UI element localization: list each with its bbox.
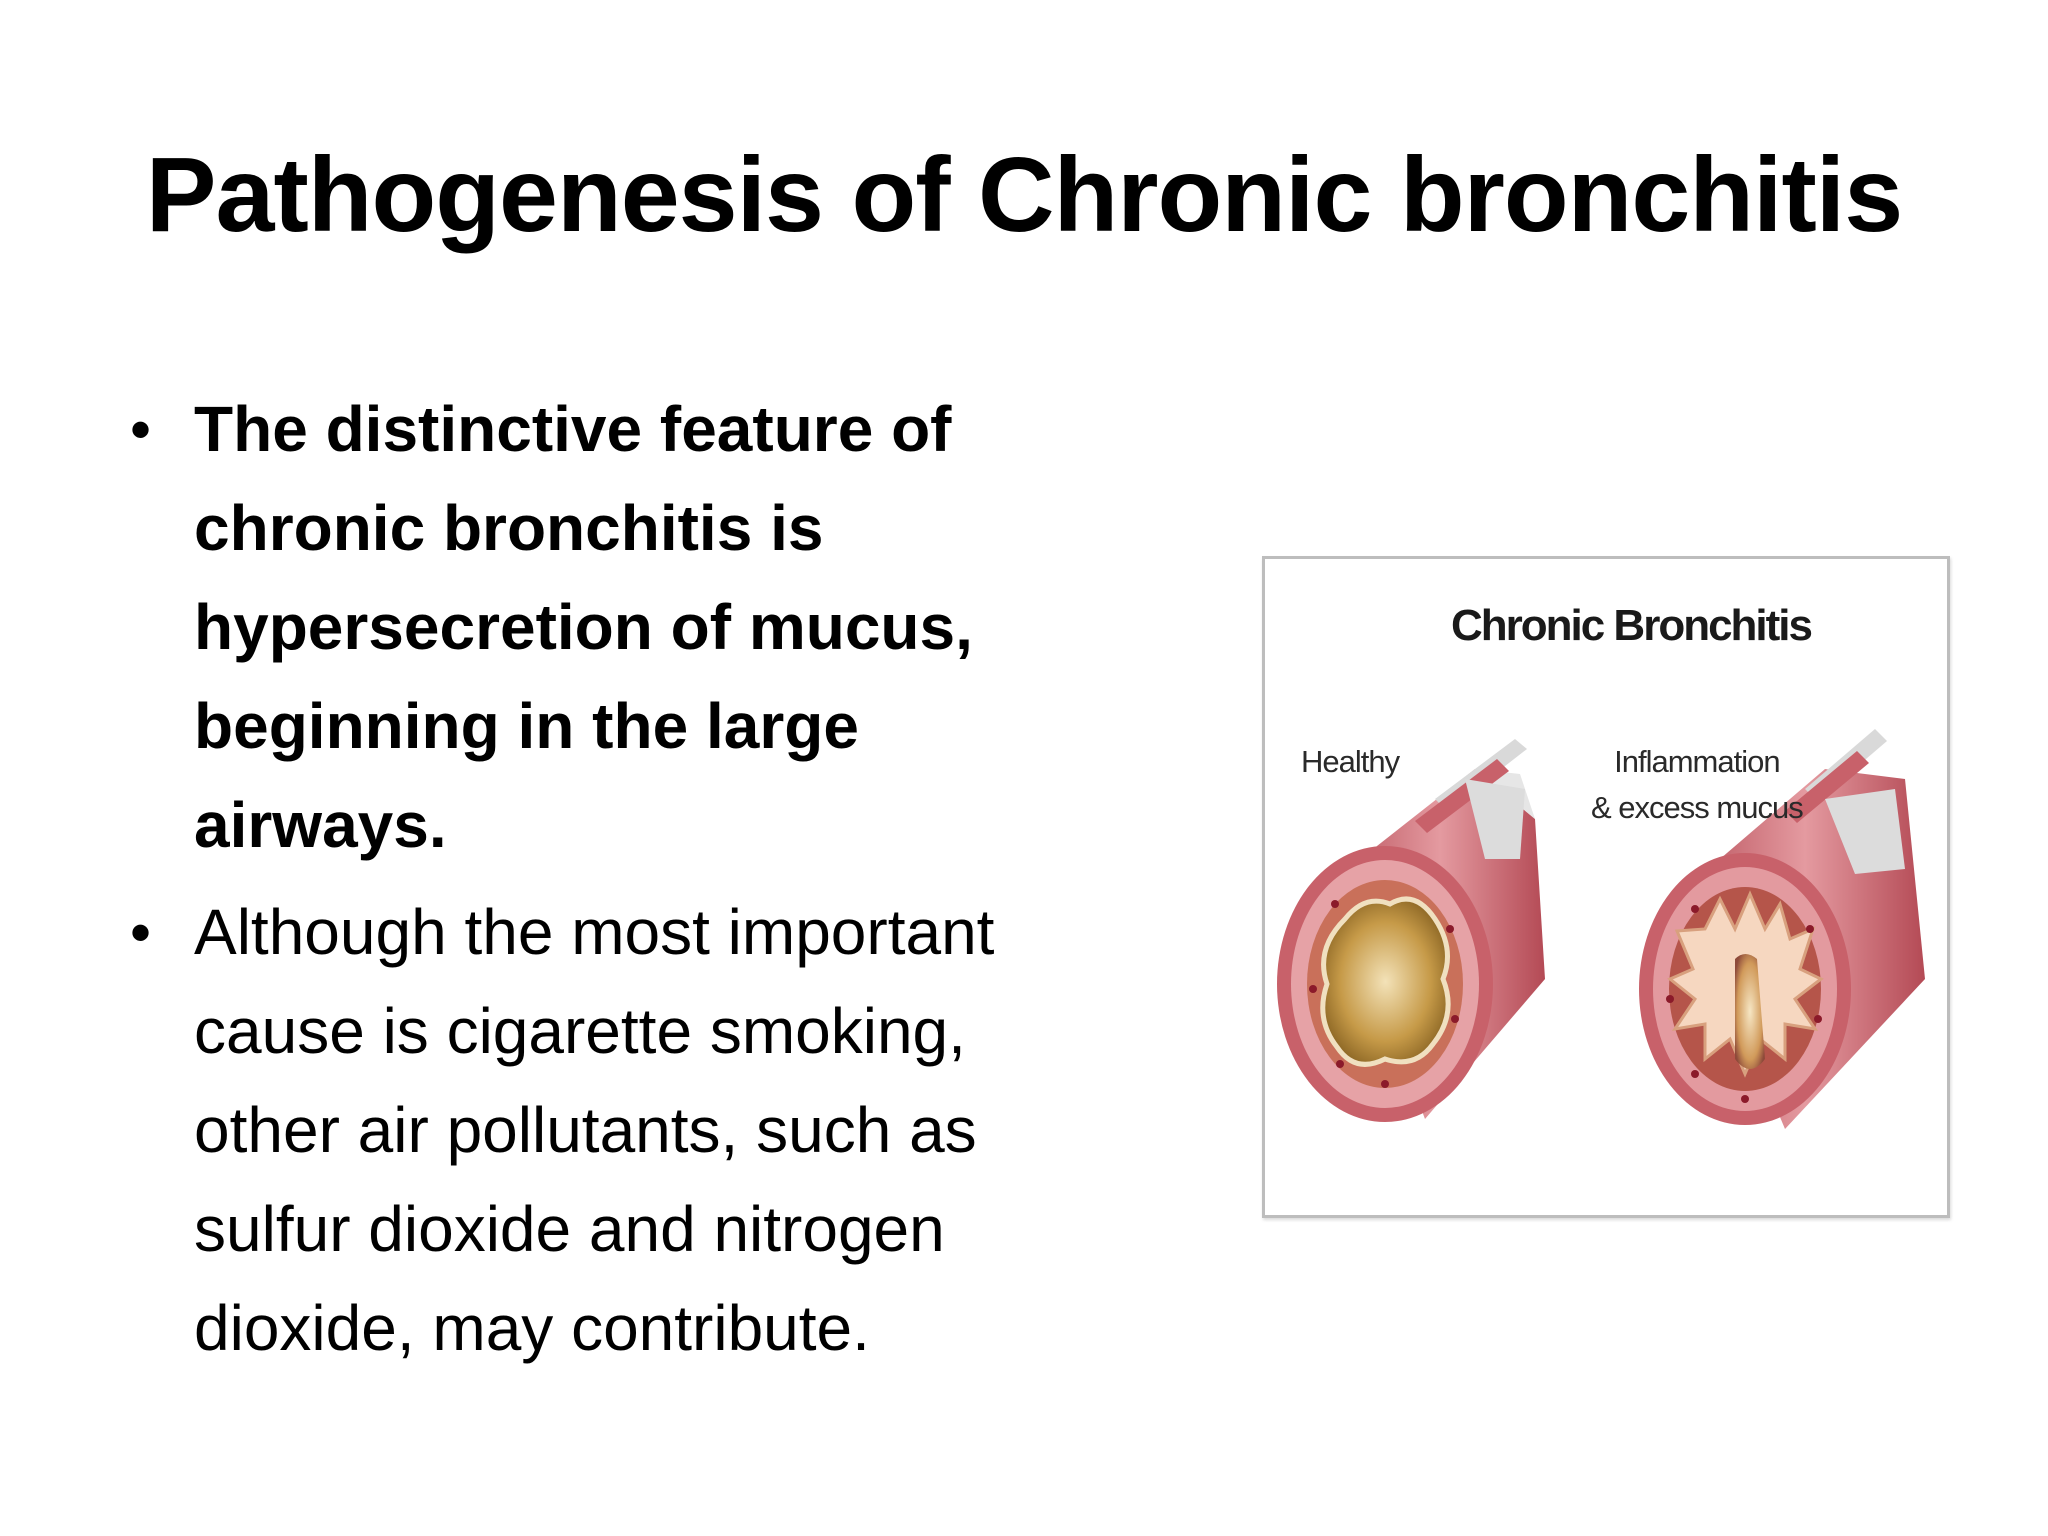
bronchitis-illustration: [1262, 556, 1950, 1218]
airway-drawing: [1265, 559, 1947, 1215]
inflammation-label: [1591, 739, 1803, 831]
bullet-list: [122, 380, 1202, 1378]
healthy-airway: [1277, 739, 1545, 1122]
bullet-line: sulfur dioxide and nitrogen: [194, 1193, 945, 1265]
bullet-marker: •: [130, 396, 152, 463]
bullet-item: [122, 883, 1202, 1378]
bullet-line: other air pollutants, such as: [194, 1094, 977, 1166]
bullet-line: Although the most important: [194, 896, 995, 968]
bullet-text: [194, 380, 1202, 875]
bullet-line: chronic bronchitis is: [194, 492, 824, 564]
healthy-label: Healthy: [1301, 744, 1400, 779]
figure-title: Chronic Bronchitis: [1450, 601, 1812, 650]
inflammation-label-line2: & excess mucus: [1591, 790, 1803, 825]
bullet-text: [194, 883, 1202, 1378]
bullet-line: cause is cigarette smoking,: [194, 995, 966, 1067]
bullet-line: hypersecretion of mucus,: [194, 591, 973, 663]
bullet-line: beginning in the large: [194, 690, 859, 762]
bullet-line: The distinctive feature of: [194, 393, 952, 465]
inflammation-label-line1: Inflammation: [1614, 744, 1780, 779]
bullet-marker: •: [130, 899, 152, 966]
bullet-item: [122, 380, 1202, 875]
bullet-line: dioxide, may contribute.: [194, 1292, 870, 1364]
bullet-line: airways.: [194, 789, 447, 861]
slide-title: Pathogenesis of Chronic bronchitis: [145, 136, 1903, 254]
